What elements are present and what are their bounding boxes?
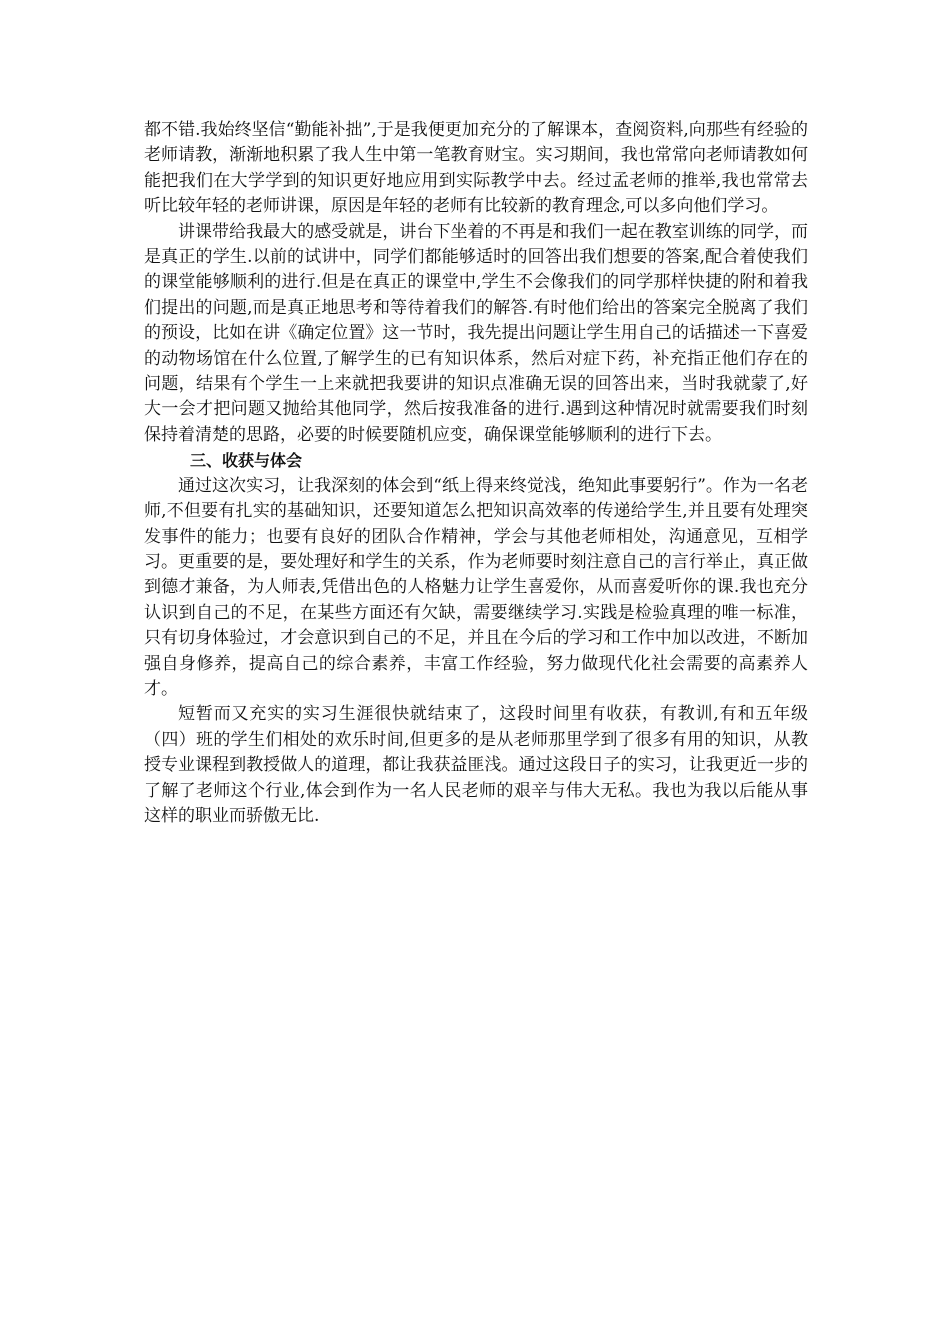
paragraph-3: 通过这次实习，让我深刻的体会到“纸上得来终觉浅，绝知此事要躬行”。作为一名老师,不但要有扎实的基础知识，还要知道怎么把知识高效率的传递给学生,并且要有处理突发事件的能力；也要有良好的团队合作精神，学会与其他老师相处，沟通意见，互相学习。更重要的是，要处理好和学生的关系，作为老师要时刻注意自己的言行举止，真正做到德才兼备，为人师表,凭借出色的人格魅力让学生喜爱你，从而喜爱听你的课.我也充分认识到自己的不足，在某些方面还有欠缺，需要继续学习.实践是检验真理的唯一标准，只有切身体验过，才会意识到自己的不足，并且在今后的学习和工作中加以改进，不断加强自身修养，提高自己的综合素养，丰富工作经验，努力做现代化社会需要的高素养人才。 [144,475,808,699]
paragraph-1: 都不错.我始终坚信“勤能补拙”,于是我便更加充分的了解课本，查阅资料,向那些有经验的老师请教，渐渐地积累了我人生中第一笔教育财宝。实习期间，我也常常向老师请教如何能把我们在大学学到的知识更好地应用到实际教学中去。经过孟老师的推举,我也常常去听比较年轻的老师讲课，原因是年轻的老师有比较新的教育理念,可以多向他们学习。 [144,120,808,217]
document-page [144,118,808,829]
paragraph-4: 短暂而又充实的实习生涯很快就结束了，这段时间里有收获，有教训,有和五年级（四）班的学生们相处的欢乐时间,但更多的是从老师那里学到了很多有用的知识，从教授专业课程到教授做人的道理，都让我获益匪浅。通过这段日子的实习，让我更近一步的了解了老师这个行业,体会到作为一名人民老师的艰辛与伟大无私。我也为我以后能从事这样的职业而骄傲无比. [144,704,808,826]
paragraph-2: 讲课带给我最大的感受就是，讲台下坐着的不再是和我们一起在教室训练的同学，而是真正的学生.以前的试讲中，同学们都能够适时的回答出我们想要的答案,配合着使我们的课堂能够顺利的进行.但是在真正的课堂中,学生不会像我们的同学那样快捷的附和着我们提出的问题,而是真正地思考和等待着我们的解答.有时他们给出的答案完全脱离了我们的预设，比如在讲《确定位置》这一节时，我先提出问题让学生用自己的话描述一下喜爱的动物场馆在什么位置,了解学生的已有知识体系，然后对症下药，补充指正他们存在的问题，结果有个学生一上来就把我要讲的知识点准确无误的回答出来，当时我就蒙了,好大一会才把问题又抛给其他同学，然后按我准备的进行.遇到这种情况时就需要我们时刻保持着清楚的思路，必要的时候要随机应变，确保课堂能够顺利的进行下去。 [144,221,808,445]
section-heading: 三、收获与体会 [190,451,303,471]
